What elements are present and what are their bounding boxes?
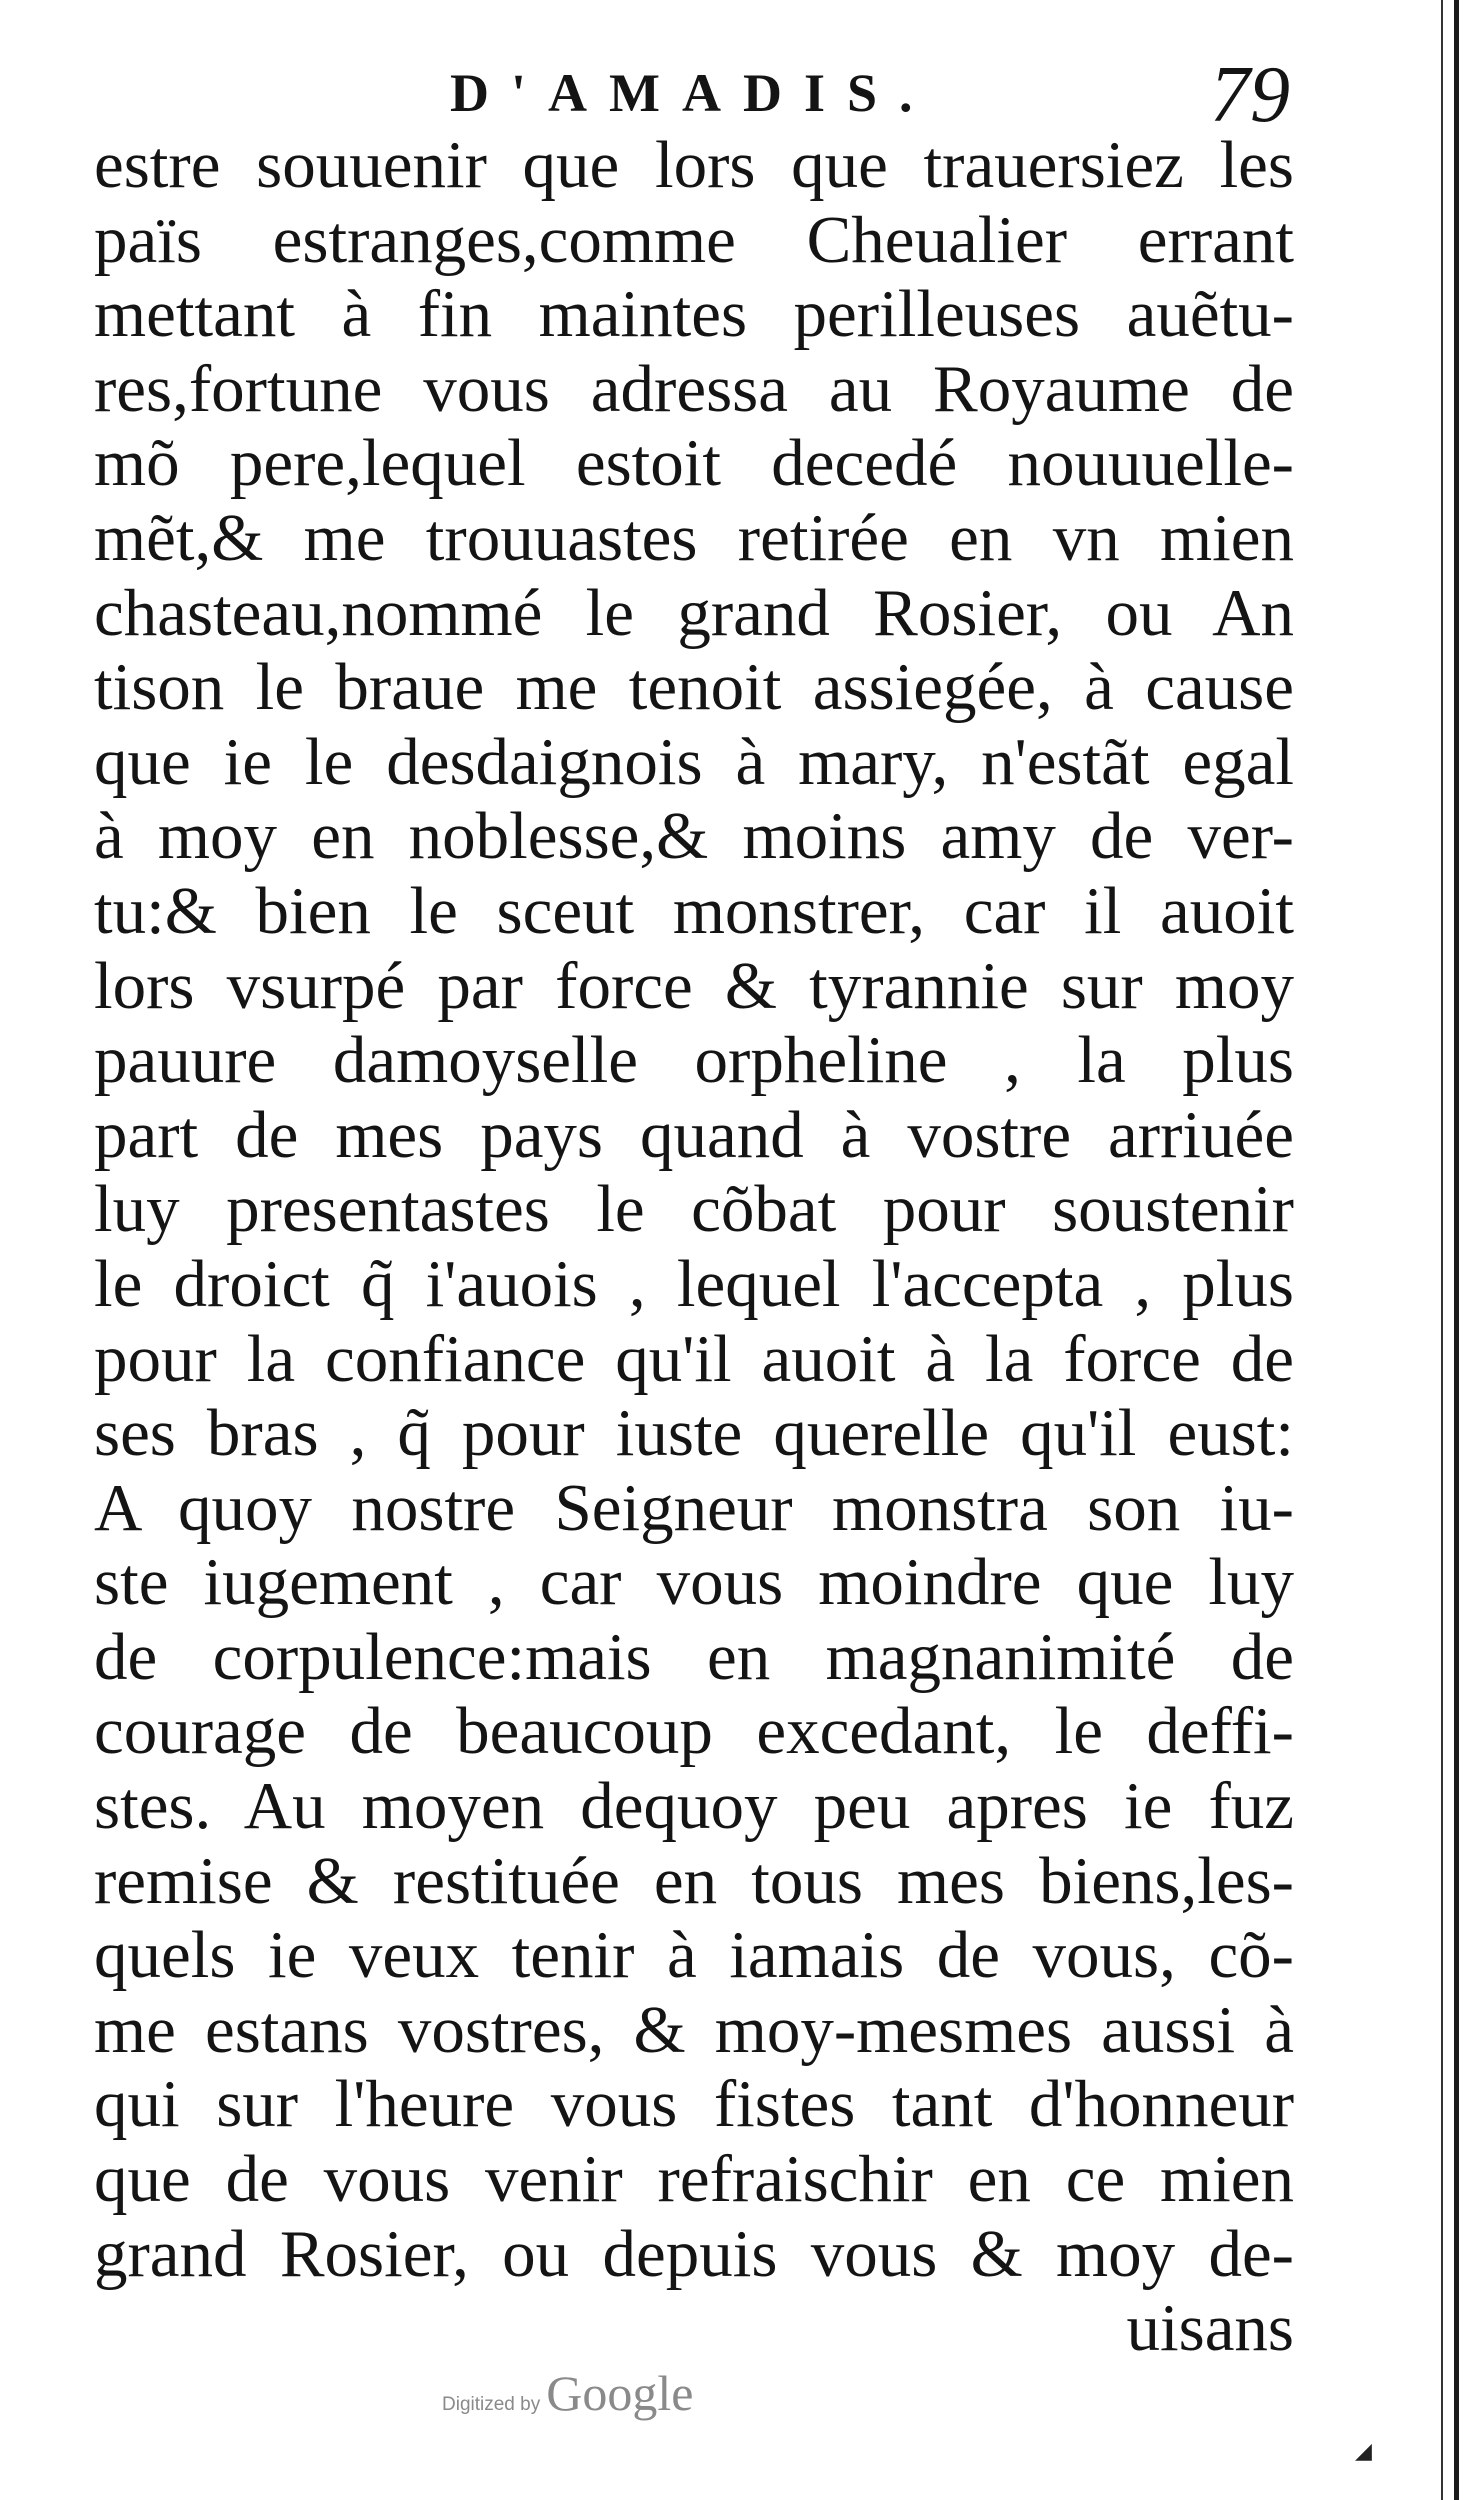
text-line: païs estranges,comme Cheualier errant — [94, 202, 1294, 277]
corner-mark-icon: ◢ — [1355, 2438, 1372, 2463]
digitized-watermark — [442, 2364, 693, 2422]
text-line: grand Rosier, ou depuis vous & moy de- — [94, 2216, 1294, 2291]
text-line: courage de beaucoup excedant, le deffi- — [94, 1694, 1294, 1769]
text-line: qui sur l'heure vous fistes tant d'honneur — [94, 2067, 1294, 2142]
text-line: lors vsurpé par force & tyrannie sur moy — [94, 948, 1294, 1023]
page-edge-rule-thin — [1441, 0, 1443, 2500]
text-line: ste iugement , car vous moindre que luy — [94, 1545, 1294, 1620]
text-line: que de vous venir refraischir en ce mien — [94, 2142, 1294, 2217]
text-line: pour la confiance qu'il auoit à la force de — [94, 1321, 1294, 1396]
text-line: mẽt,& me trouuastes retirée en vn mien — [94, 500, 1294, 575]
text-line: quels ie veux tenir à iamais de vous, cõ- — [94, 1918, 1294, 1993]
text-line: le droict q̃ i'auois , lequel l'accepta , plus — [94, 1246, 1294, 1321]
page-number: 79 — [1210, 51, 1290, 139]
catchword: uisans — [1126, 2291, 1294, 2366]
text-line: res,fortune vous adressa au Royaume de — [94, 351, 1294, 426]
body-text — [94, 128, 1294, 2366]
digitized-prefix: Digitized by — [442, 2394, 541, 2415]
text-line: stes. Au moyen dequoy peu apres ie fuz — [94, 1769, 1294, 1844]
running-title: D'AMADIS. — [450, 63, 935, 123]
text-line: de corpulence:mais en magnanimité de — [94, 1619, 1294, 1694]
text-line: tison le braue me tenoit assiegée, à cause — [94, 650, 1294, 725]
text-line: mettant à fin maintes perilleuses auẽtu- — [94, 277, 1294, 352]
text-line: remise & restituée en tous mes biens,les- — [94, 1843, 1294, 1918]
text-line: estre souuenir que lors que trauersiez les — [94, 128, 1294, 202]
text-line: part de mes pays quand à vostre arriuée — [94, 1097, 1294, 1172]
text-line: mõ pere,lequel estoit decedé nouuuelle- — [94, 426, 1294, 501]
page-edge-rule — [1454, 0, 1459, 2500]
text-line: tu:& bien le sceut monstrer, car il auoit — [94, 873, 1294, 948]
text-line: A quoy nostre Seigneur monstra son iu- — [94, 1470, 1294, 1545]
text-line: me estans vostres, & moy-mesmes aussi à — [94, 1992, 1294, 2067]
google-wordmark: Google — [546, 2365, 694, 2421]
text-line: pauure damoyselle orpheline , la plus — [94, 1023, 1294, 1098]
text-line: que ie le desdaignois à mary, n'estãt egal — [94, 724, 1294, 799]
text-line: à moy en noblesse,& moins amy de ver- — [94, 799, 1294, 874]
text-line: chasteau,nommé le grand Rosier, ou An — [94, 575, 1294, 650]
text-line: luy presentastes le cõbat pour soustenir — [94, 1172, 1294, 1247]
text-line: ses bras , q̃ pour iuste querelle qu'il eust: — [94, 1396, 1294, 1471]
